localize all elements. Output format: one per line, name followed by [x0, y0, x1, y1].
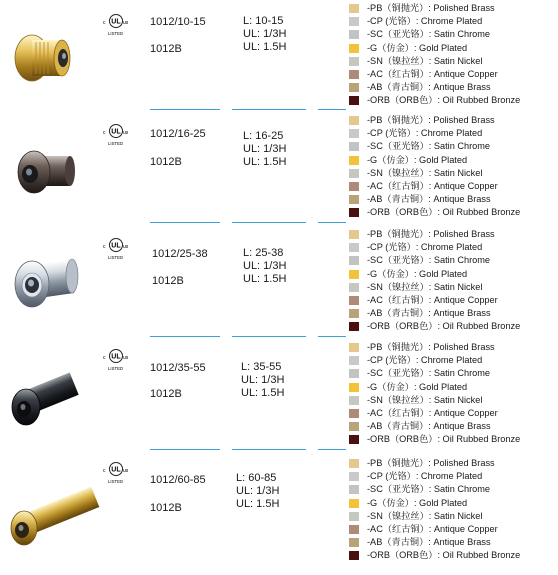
svg-text:c: c	[103, 244, 106, 250]
spec-block	[241, 361, 284, 400]
spec-ul-rating: UL: 1.5H	[243, 273, 287, 285]
svg-text:UL: UL	[111, 242, 121, 250]
swatch-antique-brass	[349, 83, 359, 92]
swatch-satin-nickel	[349, 169, 359, 178]
product-row: c UL us LISTED 1012/35-55 1012B L: 35-55 UL: 1/3H UL: 1.5H -PB（铜抛光）: Polished Brass -CP (光铬）: Chrome Plated -SC（亚光铬）: Satin Chrome -G（仿金）: Gold Plated -SN（镍拉丝）: Satin Nickel -AC（红古铜）: Antique Copper -AB（青古铜）: Antique Brass -ORB（ORB色）: Oil Rubbed Bronze	[0, 341, 558, 449]
swatch-polished-brass	[349, 230, 359, 239]
swatch-gold	[349, 383, 359, 392]
svg-text:c: c	[103, 468, 106, 474]
swatch-chrome	[349, 243, 359, 252]
svg-text:c: c	[103, 355, 106, 361]
spec-block	[243, 15, 286, 54]
swatch-chrome	[349, 129, 359, 138]
svg-text:UL: UL	[111, 128, 121, 136]
spec-block	[243, 130, 286, 169]
row-separator	[232, 336, 306, 337]
swatch-oil-rubbed-bronze	[349, 208, 359, 217]
spec-ul: UL: 1/3H	[243, 143, 287, 155]
product-row: c UL us LISTED 1012/25-38 1012B L: 25-38 UL: 1/3H UL: 1.5H -PB（铜抛光）: Polished Brass -CP (光铬）: Chrome Plated -SC（亚光铬）: Satin Chrome -G（仿金）: Gold Plated -SN（镍拉丝）: Satin Nickel -AC（红古铜）: Antique Copper -AB（青古铜）: Antique Brass -ORB（ORB色）: Oil Rubbed Bronze	[0, 228, 558, 336]
swatch-satin-chrome	[349, 369, 359, 378]
model-number: 1012/35-55	[150, 362, 206, 374]
product-row: c UL us LISTED 1012/16-25 1012B L: 16-25 UL: 1/3H UL: 1.5H -PB（铜抛光）: Polished Brass -CP (光铬）: Chrome Plated -SC（亚光铬）: Satin Chrome -G（仿金）: Gold Plated -SN（镍拉丝）: Satin Nickel -AC（红古铜）: Antique Copper -AB（青古铜）: Antique Brass -ORB（ORB色）: Oil Rubbed Bronze	[0, 114, 558, 222]
svg-text:us: us	[123, 244, 129, 250]
model-variant: 1012B	[150, 156, 182, 168]
row-separator	[232, 222, 306, 223]
model-number: 1012/25-38	[152, 248, 208, 260]
svg-text:us: us	[123, 20, 129, 26]
svg-text:LISTED: LISTED	[108, 141, 124, 146]
spec-length: L: 60-85	[236, 472, 277, 484]
svg-text:us: us	[123, 468, 129, 474]
svg-text:us: us	[123, 130, 129, 136]
swatch-antique-brass	[349, 538, 359, 547]
swatch-satin-chrome	[349, 142, 359, 151]
swatch-antique-copper	[349, 525, 359, 534]
svg-text:LISTED: LISTED	[108, 255, 124, 260]
swatch-antique-brass	[349, 195, 359, 204]
swatch-polished-brass	[349, 4, 359, 13]
spec-length: L: 16-25	[243, 130, 284, 142]
swatch-polished-brass	[349, 116, 359, 125]
swatch-gold	[349, 44, 359, 53]
swatch-polished-brass	[349, 343, 359, 352]
swatch-gold	[349, 156, 359, 165]
row-separator	[232, 449, 306, 450]
model-number: 1012/16-25	[150, 128, 206, 140]
model-variant: 1012B	[152, 275, 184, 287]
door-viewer-photo-chrome	[4, 236, 92, 324]
swatch-satin-nickel	[349, 283, 359, 292]
swatch-satin-chrome	[349, 30, 359, 39]
spec-ul-rating: UL: 1.5H	[243, 41, 287, 53]
ul-listed-certification-icon	[102, 122, 132, 154]
row-separator	[150, 336, 220, 337]
swatch-satin-chrome	[349, 256, 359, 265]
spec-ul-rating: UL: 1.5H	[241, 387, 285, 399]
swatch-antique-brass	[349, 422, 359, 431]
ul-listed-certification-icon	[102, 236, 132, 268]
swatch-satin-nickel	[349, 512, 359, 521]
swatch-oil-rubbed-bronze	[349, 322, 359, 331]
door-viewer-photo-polished-brass	[4, 10, 92, 98]
door-viewer-photo-black	[4, 355, 92, 443]
spec-ul: UL: 1/3H	[241, 374, 285, 386]
door-viewer-photo-dark-bronze	[4, 124, 92, 212]
product-row: c UL us LISTED 1012/60-85 1012B L: 60-85 UL: 1/3H UL: 1.5H -PB（铜抛光）: Polished Brass -CP (光铬）: Chrome Plated -SC（亚光铬）: Satin Chrome -G（仿金）: Gold Plated -SN（镍拉丝）: Satin Nickel -AC（红古铜）: Antique Copper -AB（青古铜）: Antique Brass -ORB（ORB色）: Oil Rubbed Bronze	[0, 454, 558, 572]
spec-ul: UL: 1/3H	[243, 28, 287, 40]
swatch-chrome	[349, 356, 359, 365]
row-separator	[318, 449, 346, 450]
row-separator	[232, 109, 306, 110]
ul-listed-certification-icon	[102, 347, 132, 379]
row-separator	[318, 109, 346, 110]
row-separator	[150, 222, 220, 223]
door-viewer-photo-polished-brass-long	[4, 468, 100, 562]
spec-ul-rating: UL: 1.5H	[243, 156, 287, 168]
spec-block	[236, 472, 279, 511]
svg-text:UL: UL	[111, 466, 121, 474]
swatch-satin-nickel	[349, 396, 359, 405]
swatch-antique-brass	[349, 309, 359, 318]
row-separator	[150, 449, 220, 450]
row-separator	[318, 336, 346, 337]
spec-ul: UL: 1/3H	[243, 260, 287, 272]
swatch-gold	[349, 270, 359, 279]
swatch-oil-rubbed-bronze	[349, 96, 359, 105]
svg-text:LISTED: LISTED	[108, 366, 124, 371]
svg-text:c: c	[103, 20, 106, 26]
model-variant: 1012B	[150, 502, 182, 514]
swatch-antique-copper	[349, 182, 359, 191]
model-variant: 1012B	[150, 43, 182, 55]
spec-length: L: 25-38	[243, 247, 284, 259]
spec-ul-rating: UL: 1.5H	[236, 498, 280, 510]
spec-length: L: 10-15	[243, 15, 284, 27]
row-separator	[150, 109, 220, 110]
svg-text:LISTED: LISTED	[108, 479, 124, 484]
ul-listed-certification-icon	[102, 460, 132, 492]
swatch-antique-copper	[349, 409, 359, 418]
product-row: c UL us LISTED 1012/10-15 1012B L: 10-15 UL: 1/3H UL: 1.5H -PB（铜抛光）: Polished Brass -CP (光铬）: Chrome Plated -SC（亚光铬）: Satin Chrome -G（仿金）: Gold Plated -SN（镍拉丝）: Satin Nickel -AC（红古铜）: Antique Copper -AB（青古铜）: Antique Brass -ORB（ORB色）: Oil Rubbed Bronze	[0, 0, 558, 108]
svg-text:c: c	[103, 130, 106, 136]
spec-block	[243, 247, 286, 286]
svg-text:LISTED: LISTED	[108, 31, 124, 36]
model-number: 1012/60-85	[150, 474, 206, 486]
swatch-oil-rubbed-bronze	[349, 435, 359, 444]
spec-length: L: 35-55	[241, 361, 282, 373]
swatch-oil-rubbed-bronze	[349, 551, 359, 560]
row-separator	[318, 222, 346, 223]
svg-text:us: us	[123, 355, 129, 361]
svg-text:UL: UL	[111, 18, 121, 26]
swatch-chrome	[349, 472, 359, 481]
swatch-antique-copper	[349, 70, 359, 79]
swatch-antique-copper	[349, 296, 359, 305]
swatch-chrome	[349, 17, 359, 26]
swatch-polished-brass	[349, 459, 359, 468]
ul-listed-certification-icon	[102, 12, 132, 44]
swatch-gold	[349, 499, 359, 508]
swatch-satin-nickel	[349, 57, 359, 66]
model-number: 1012/10-15	[150, 16, 206, 28]
spec-ul: UL: 1/3H	[236, 485, 280, 497]
svg-text:UL: UL	[111, 353, 121, 361]
swatch-satin-chrome	[349, 485, 359, 494]
model-variant: 1012B	[150, 388, 182, 400]
